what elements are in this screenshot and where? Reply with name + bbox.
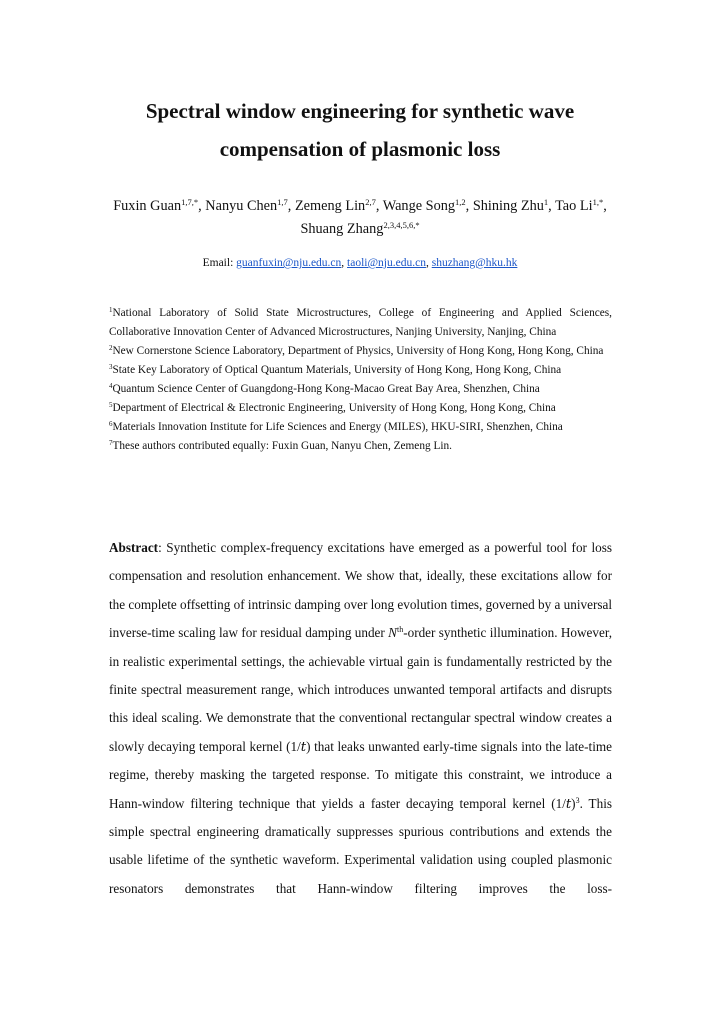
affiliation: $^4$Quantum Science Center of Guangdong-Hong Kong-Macao Great Bay Area, Shenzhen, China (109, 382, 540, 395)
affiliation: $^5$Department of Electrical & Electronic Engineering, University of Hong Kong, Hong Kong, China (109, 401, 556, 414)
author: Nanyu Chen$^{1,7}$, (205, 197, 295, 214)
author: Fuxin Guan$^{1,7,*}$, (113, 197, 206, 214)
email-link[interactable]: shuzhang@hku.hk (431, 257, 518, 269)
author: Wange Song$^{1,2}$, (382, 197, 473, 214)
paper-title (100, 92, 620, 168)
title-line-2: compensation of plasmonic loss (219, 137, 501, 161)
author: Shining Zhu$^1$, (472, 197, 556, 214)
author: Tao $Li^{1,*}$, (555, 197, 607, 214)
abstract-heading: Abstract (109, 540, 159, 555)
email-link[interactable]: guanfuxin@nju.edu.cn (236, 257, 342, 269)
author: Zemeng Lin$^{2,7}$, (294, 197, 383, 214)
affiliation: $^1$National Laboratory of Solid State Microstructures, College of Engineering and Applied Sciences, Collaborative Innovation Center of Advanced Microstructures, Nanjing University, Nanjing, China (109, 306, 612, 338)
affiliation: $^3$State Key Laboratory of Optical Quantum Materials, University of Hong Kong, Hong Kong, China (109, 363, 562, 376)
abstract-paragraph: Abstract: Synthetic complex-frequency excitations have emerged as a powerful tool for loss compensation and resolution enhancement. We show that, ideally, these excitations allow for the complete offsetting of intrinsic damping over long evolution times, governed by a universal inverse-time scaling law for residual damping under $N^{th}$-order synthetic illumination. However, in realistic experimental settings, the achievable virtual gain is fundamentally restricted by the finite spectral measurement range, which introduces unwanted temporal artifacts and disrupts this ideal scaling. We demonstrate that the conventional rectangular spectral window creates a slowly decaying temporal kernel (1/𝑡) that leaks unwanted early-time signals into the late-time regime, thereby masking the targeted response. To mitigate this constraint, we introduce a Hann-window filtering technique that yields a faster decaying temporal kernel (1/𝑡)$^3$. This simple spectral engineering dramatically suppresses spurious contributions and extends the usable lifetime of the synthetic waveform. Experimental validation using coupled plasmonic resonators demonstrates that Hann-window filtering improves the loss- (109, 540, 612, 896)
affiliation-list (109, 304, 612, 456)
email-label: Email: (202, 257, 237, 269)
title-line-1: Spectral window engineering for synthetic wave (145, 99, 575, 123)
author: Shuang Zhang$^{2,3,4,5,6,*}$ (300, 220, 420, 237)
author-list (100, 195, 620, 241)
affiliation: $^7$These authors contributed equally: Fuxin Guan, Nanyu Chen, Zemeng Lin. (109, 439, 452, 452)
email-link[interactable]: taoli@nju.edu.cn (347, 257, 426, 269)
affiliation: $^6$Materials Innovation Institute for Life Sciences and Energy (MILES), HKU-SIRI, Shenzhen, China (109, 420, 563, 433)
affiliation: $^2$New Cornerstone Science Laboratory, Department of Physics, University of Hong Kong, Hong Kong, China (109, 344, 604, 357)
email-line: Email: guanfuxin@nju.edu.cn, taoli@nju.edu.cn, shuzhang@hku.hk (202, 257, 518, 269)
